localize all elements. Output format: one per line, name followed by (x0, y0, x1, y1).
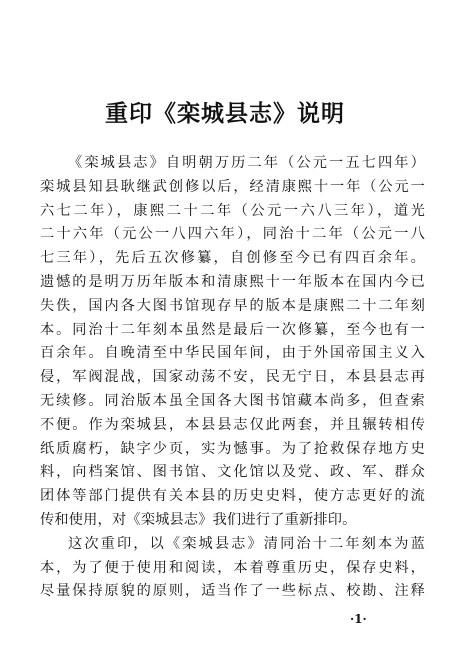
text-line: 料，向档案馆、图书馆、文化馆以及党、政、军、群众 (40, 464, 425, 481)
text-line: 本。同治十二年刻本虽然是最后一次修纂，至今也有一 (40, 321, 425, 338)
text-line: 不便。作为栾城县，本县县志仅此两套，并且辗转相传 (40, 416, 425, 433)
text-line: 无续修。同治版本虽全国各大图书馆藏本尚多，但查索 (40, 392, 425, 409)
text-line: 侵，军阀混战，国家动荡不安，民无宁日，本县县志再 (40, 369, 425, 386)
text-line: 失佚，国内各大图书馆现存早的版本是康熙二十二年刻 (40, 297, 425, 314)
body-text (40, 152, 425, 604)
text-line: 二十六年（元公一八四六年），同治十二年（公元一八 (40, 226, 425, 243)
text-line: 百余年。自晚清至中华民国年间，由于外国帝国主义入 (40, 345, 425, 362)
text-line: 团体等部门提供有关本县的历史史料，使方志更好的流 (40, 488, 425, 505)
text-line: 传和使用，对《栾城县志》我们进行了重新排印。 (40, 511, 357, 528)
page-number: ·1· (350, 612, 367, 626)
text-line: 纸质腐朽，缺字少页，实为憾事。为了抢救保存地方史 (40, 440, 425, 457)
page-title: 重印《栾城县志》说明 (105, 100, 345, 127)
text-line: 栾城县知县耿继武创修以后，经清康熙十一年（公元一 (40, 178, 425, 195)
text-line: 《栾城县志》自明朝万历二年（公元一五七四年） (68, 155, 425, 171)
text-line: 遗憾的是明万历年版本和清康熙十一年版本在国内今已 (40, 273, 425, 290)
text-line: 这次重印，以《栾城县志》清同治十二年刻本为蓝 (68, 535, 425, 552)
text-line: 本，为了便于使用和阅读，本着尊重历史，保存史料， (40, 559, 425, 576)
text-line: 六七二年），康熙二十二年（公元一六八三年），道光 (40, 202, 425, 219)
text-line: 尽量保持原貌的原则，适当作了一些标点、校勘、注释 (40, 583, 425, 600)
text-line: 七三年），先后五次修纂，自创修至今已有四百余年。 (40, 250, 425, 267)
